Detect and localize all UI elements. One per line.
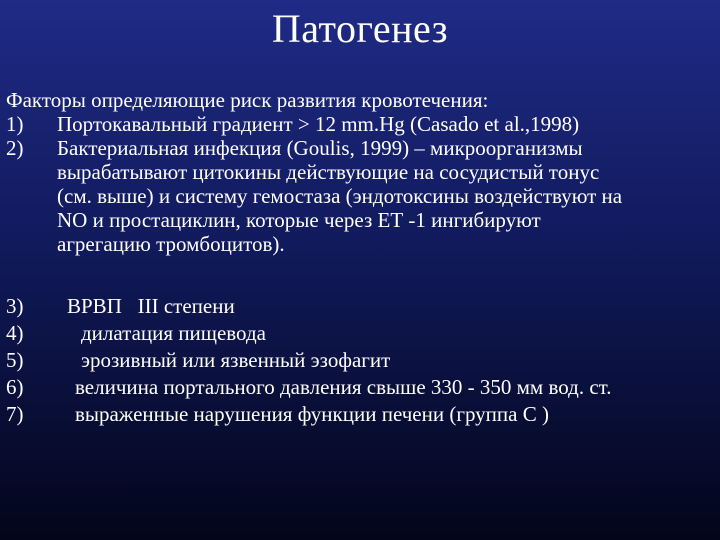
list-item-5 [6, 348, 712, 375]
intro-text: Факторы определяющие риск развития кровотечения: [6, 88, 489, 112]
item-text-line: NO и простациклин, которые через ЕТ -1 ингибируют [57, 208, 541, 232]
item-number: 5) [6, 348, 24, 372]
item-text-line: (см. выше) и систему гемостаза (эндотоксины воздействуют на [57, 184, 623, 208]
item-text: ВРВП III степени [67, 294, 235, 318]
item-text-line: агрегацию тромбоцитов). [57, 232, 285, 256]
item-text: величина портального давления свыше 330 - 350 мм вод. ст. [75, 375, 612, 399]
item-number: 6) [6, 375, 24, 399]
item-number: 7) [6, 402, 24, 426]
item-number: 4) [6, 321, 24, 345]
item-text [57, 136, 712, 256]
item-text: выраженные нарушения функции печени (группа С ) [75, 402, 549, 426]
list-item-7 [6, 402, 712, 429]
item-number: 2) [6, 136, 24, 160]
item-number: 1) [6, 112, 24, 136]
slide-content [6, 88, 712, 429]
item-text: дилатация пищевода [81, 321, 266, 345]
item-text: эрозивный или язвенный эзофагит [81, 348, 391, 372]
spacer [6, 256, 712, 294]
item-number: 3) [6, 294, 24, 318]
slide-title: Патогенез [271, 6, 449, 51]
list-item-2 [6, 136, 712, 256]
item-text-line: вырабатывают цитокины действующие на сосудистый тонус [57, 160, 600, 184]
item-text: Портокавальный градиент > 12 mm.Hg (Casado et al.,1998) [57, 112, 580, 136]
list-item-3 [6, 294, 712, 321]
list-item-1 [6, 112, 712, 136]
item-text-line: Бактериальная инфекция (Goulis, 1999) – микроорганизмы [57, 136, 583, 160]
list-item-4 [6, 321, 712, 348]
list-item-6 [6, 375, 712, 402]
